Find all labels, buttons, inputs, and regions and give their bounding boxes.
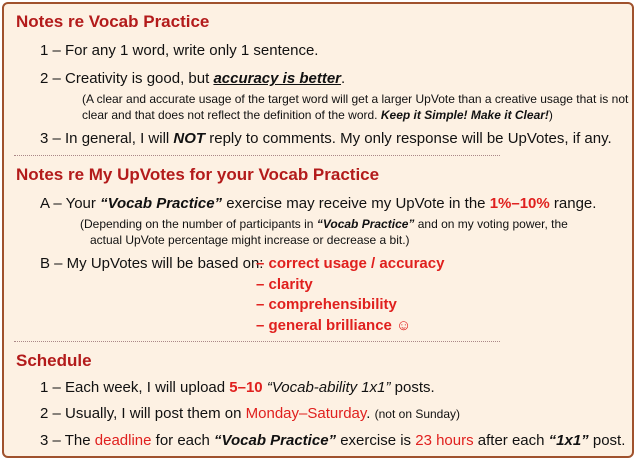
notes-panel bbox=[2, 2, 634, 458]
upvotes-notes-heading: Notes re My UpVotes for your Vocab Practice bbox=[16, 165, 380, 184]
vocab-item-2: 2 – Creativity is good, but accuracy is better. bbox=[40, 70, 346, 87]
schedule-item-2: 2 – Usually, I will post them on Monday–Saturday. (not on Sunday) bbox=[40, 405, 461, 422]
schedule-item-3: 3 – The deadline for each “Vocab Practice” exercise is 23 hours after each “1x1” post. bbox=[40, 432, 626, 449]
criteria-item: – correct usage / accuracy bbox=[256, 255, 445, 272]
criteria-item: – comprehensibility bbox=[256, 296, 397, 313]
section-divider bbox=[14, 341, 500, 342]
upvote-item-b: B – My UpVotes will be based on: bbox=[40, 255, 264, 272]
upvote-item-a: A – Your “Vocab Practice” exercise may receive my UpVote in the 1%–10% range. bbox=[40, 195, 597, 212]
schedule-item-1: 1 – Each week, I will upload 5–10 “Vocab-ability 1x1” posts. bbox=[40, 379, 435, 396]
schedule-heading: Schedule bbox=[16, 351, 92, 370]
vocab-notes-heading: Notes re Vocab Practice bbox=[16, 12, 210, 31]
vocab-item-1: 1 – For any 1 word, write only 1 sentence. bbox=[40, 42, 319, 59]
criteria-item: – general brilliance ☺ bbox=[256, 317, 412, 334]
section-divider bbox=[14, 155, 500, 156]
vocab-note-line-1: (A clear and accurate usage of the target word will get a larger UpVote than a creative usage that is not bbox=[82, 92, 629, 106]
criteria-item: – clarity bbox=[256, 276, 313, 293]
vocab-item-3: 3 – In general, I will NOT reply to comments. My only response will be UpVotes, if any. bbox=[40, 130, 612, 147]
vocab-note-line-2: clear and that does not reflect the definition of the word. Keep it Simple! Make it Clear!) bbox=[82, 108, 553, 122]
upvote-note-line-2: actual UpVote percentage might increase or decrease a bit.) bbox=[90, 233, 410, 247]
upvote-note-line-1: (Depending on the number of participants in “Vocab Practice” and on my voting power, the bbox=[80, 217, 568, 231]
